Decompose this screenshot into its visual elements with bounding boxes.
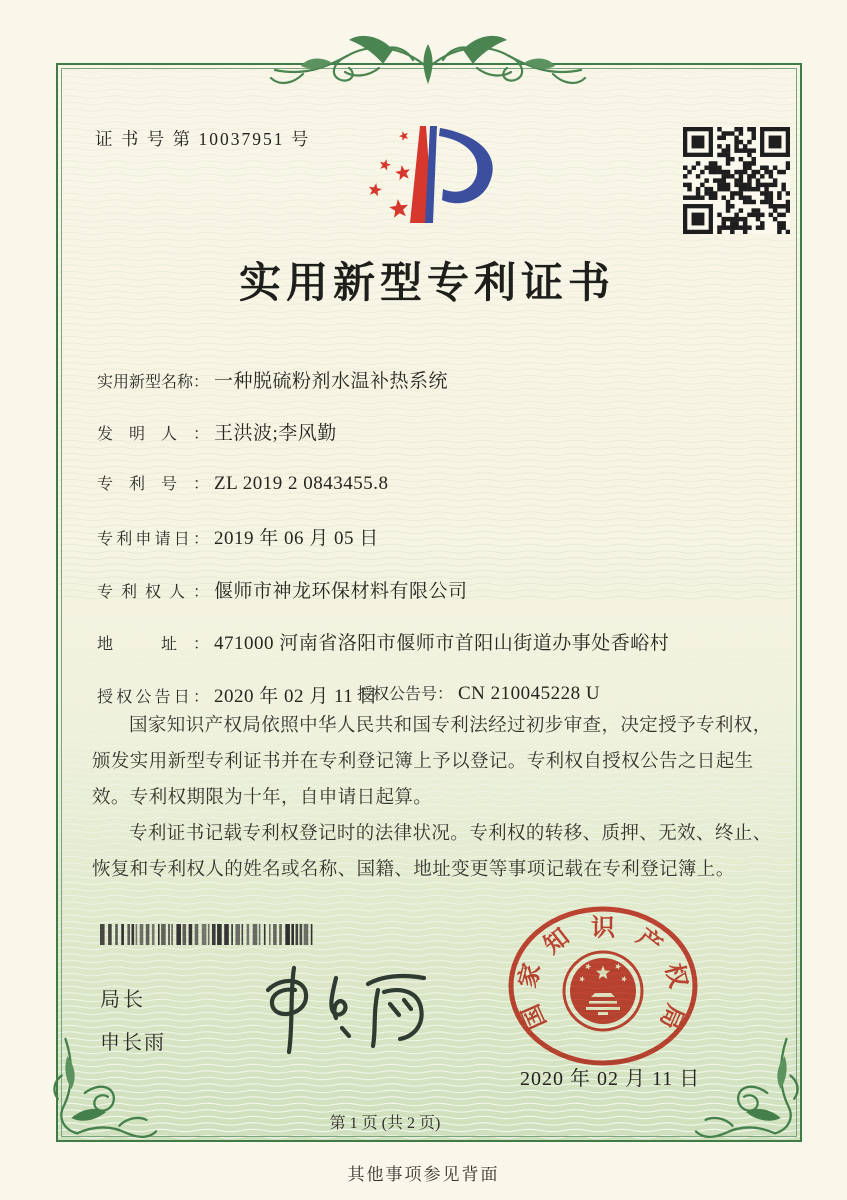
field-label: 实用新型名称：	[97, 374, 210, 391]
field-value: 偃师市神龙环保材料有限公司	[214, 581, 468, 602]
page-number: 第 1 页 (共 2 页)	[329, 1115, 441, 1132]
certificate-number: 证 书 号 第 10037951 号	[95, 129, 311, 149]
back-note: 其他事项参见背面	[347, 1165, 500, 1184]
field-label: 发明人：	[97, 426, 209, 443]
legal-paragraph: 国家知识产权局依照中华人民共和国专利法经过初步审查，决定授予专利权，颁发实用新型专利证书并在专利登记簿上予以登记。专利权自授权公告之日起生效。专利权期限为十年，自申请日起算。	[92, 716, 772, 808]
scroll-ornament-icon	[263, 22, 593, 108]
signer-name: 申长雨	[100, 1032, 166, 1054]
svg-text:产: 产	[631, 924, 667, 960]
legal-text	[92, 708, 776, 888]
field-row-patent-no	[97, 471, 792, 501]
field-row-patentee	[97, 576, 792, 606]
svg-text:知: 知	[539, 924, 575, 960]
field-value: 一种脱硫粉剂水温补热系统	[214, 371, 449, 392]
barcode	[100, 924, 318, 945]
field-value: ZL 2019 2 0843455.8	[214, 473, 389, 494]
field-label: 授权公告号：	[357, 686, 454, 703]
field-label: 专利号：	[97, 476, 209, 493]
cnipa-logo-icon	[340, 110, 520, 240]
svg-text:权: 权	[659, 961, 691, 991]
grant-number-pair	[357, 681, 600, 705]
field-value: 2019 年 06 月 05 日	[214, 528, 379, 549]
field-value: 471000 河南省洛阳市偃师市首阳山街道办事处香峪村	[214, 633, 670, 654]
field-value: CN 210045228 U	[458, 683, 601, 704]
field-row-inventor	[97, 418, 792, 448]
field-value: 王洪波;李风勤	[214, 423, 337, 444]
field-value: 2020 年 02 月 11 日	[214, 686, 379, 707]
certificate-title: 实用新型专利证书	[238, 261, 615, 307]
seal-date: 2020 年 02 月 11 日	[520, 1068, 701, 1090]
field-label: 地 址：	[97, 636, 209, 653]
field-row-filing-date	[97, 523, 792, 553]
field-row-name	[97, 366, 792, 396]
field-label: 专利申请日：	[97, 531, 209, 548]
field-label: 专利权人：	[97, 584, 209, 601]
qr-code	[683, 127, 790, 234]
legal-paragraph: 专利证书记载专利权登记时的法律状况。专利权的转移、质押、无效、终止、恢复和专利权人的姓名或名称、国籍、地址变更等事项记载在专利登记簿上。	[92, 824, 772, 880]
svg-text:局: 局	[654, 1000, 688, 1033]
director-signature-icon	[232, 962, 442, 1062]
field-row-address	[97, 628, 792, 658]
field-row-grant	[97, 681, 792, 711]
svg-text:家: 家	[515, 961, 547, 991]
svg-text:识: 识	[591, 915, 615, 942]
signer-title: 局长	[100, 989, 146, 1011]
field-label: 授权公告日：	[97, 689, 209, 706]
logo-stars	[369, 131, 410, 217]
logo-blue-bowl	[439, 128, 493, 203]
official-seal	[505, 903, 701, 1069]
svg-text:国: 国	[518, 1000, 552, 1033]
corner-flourish-icon	[694, 1036, 800, 1144]
